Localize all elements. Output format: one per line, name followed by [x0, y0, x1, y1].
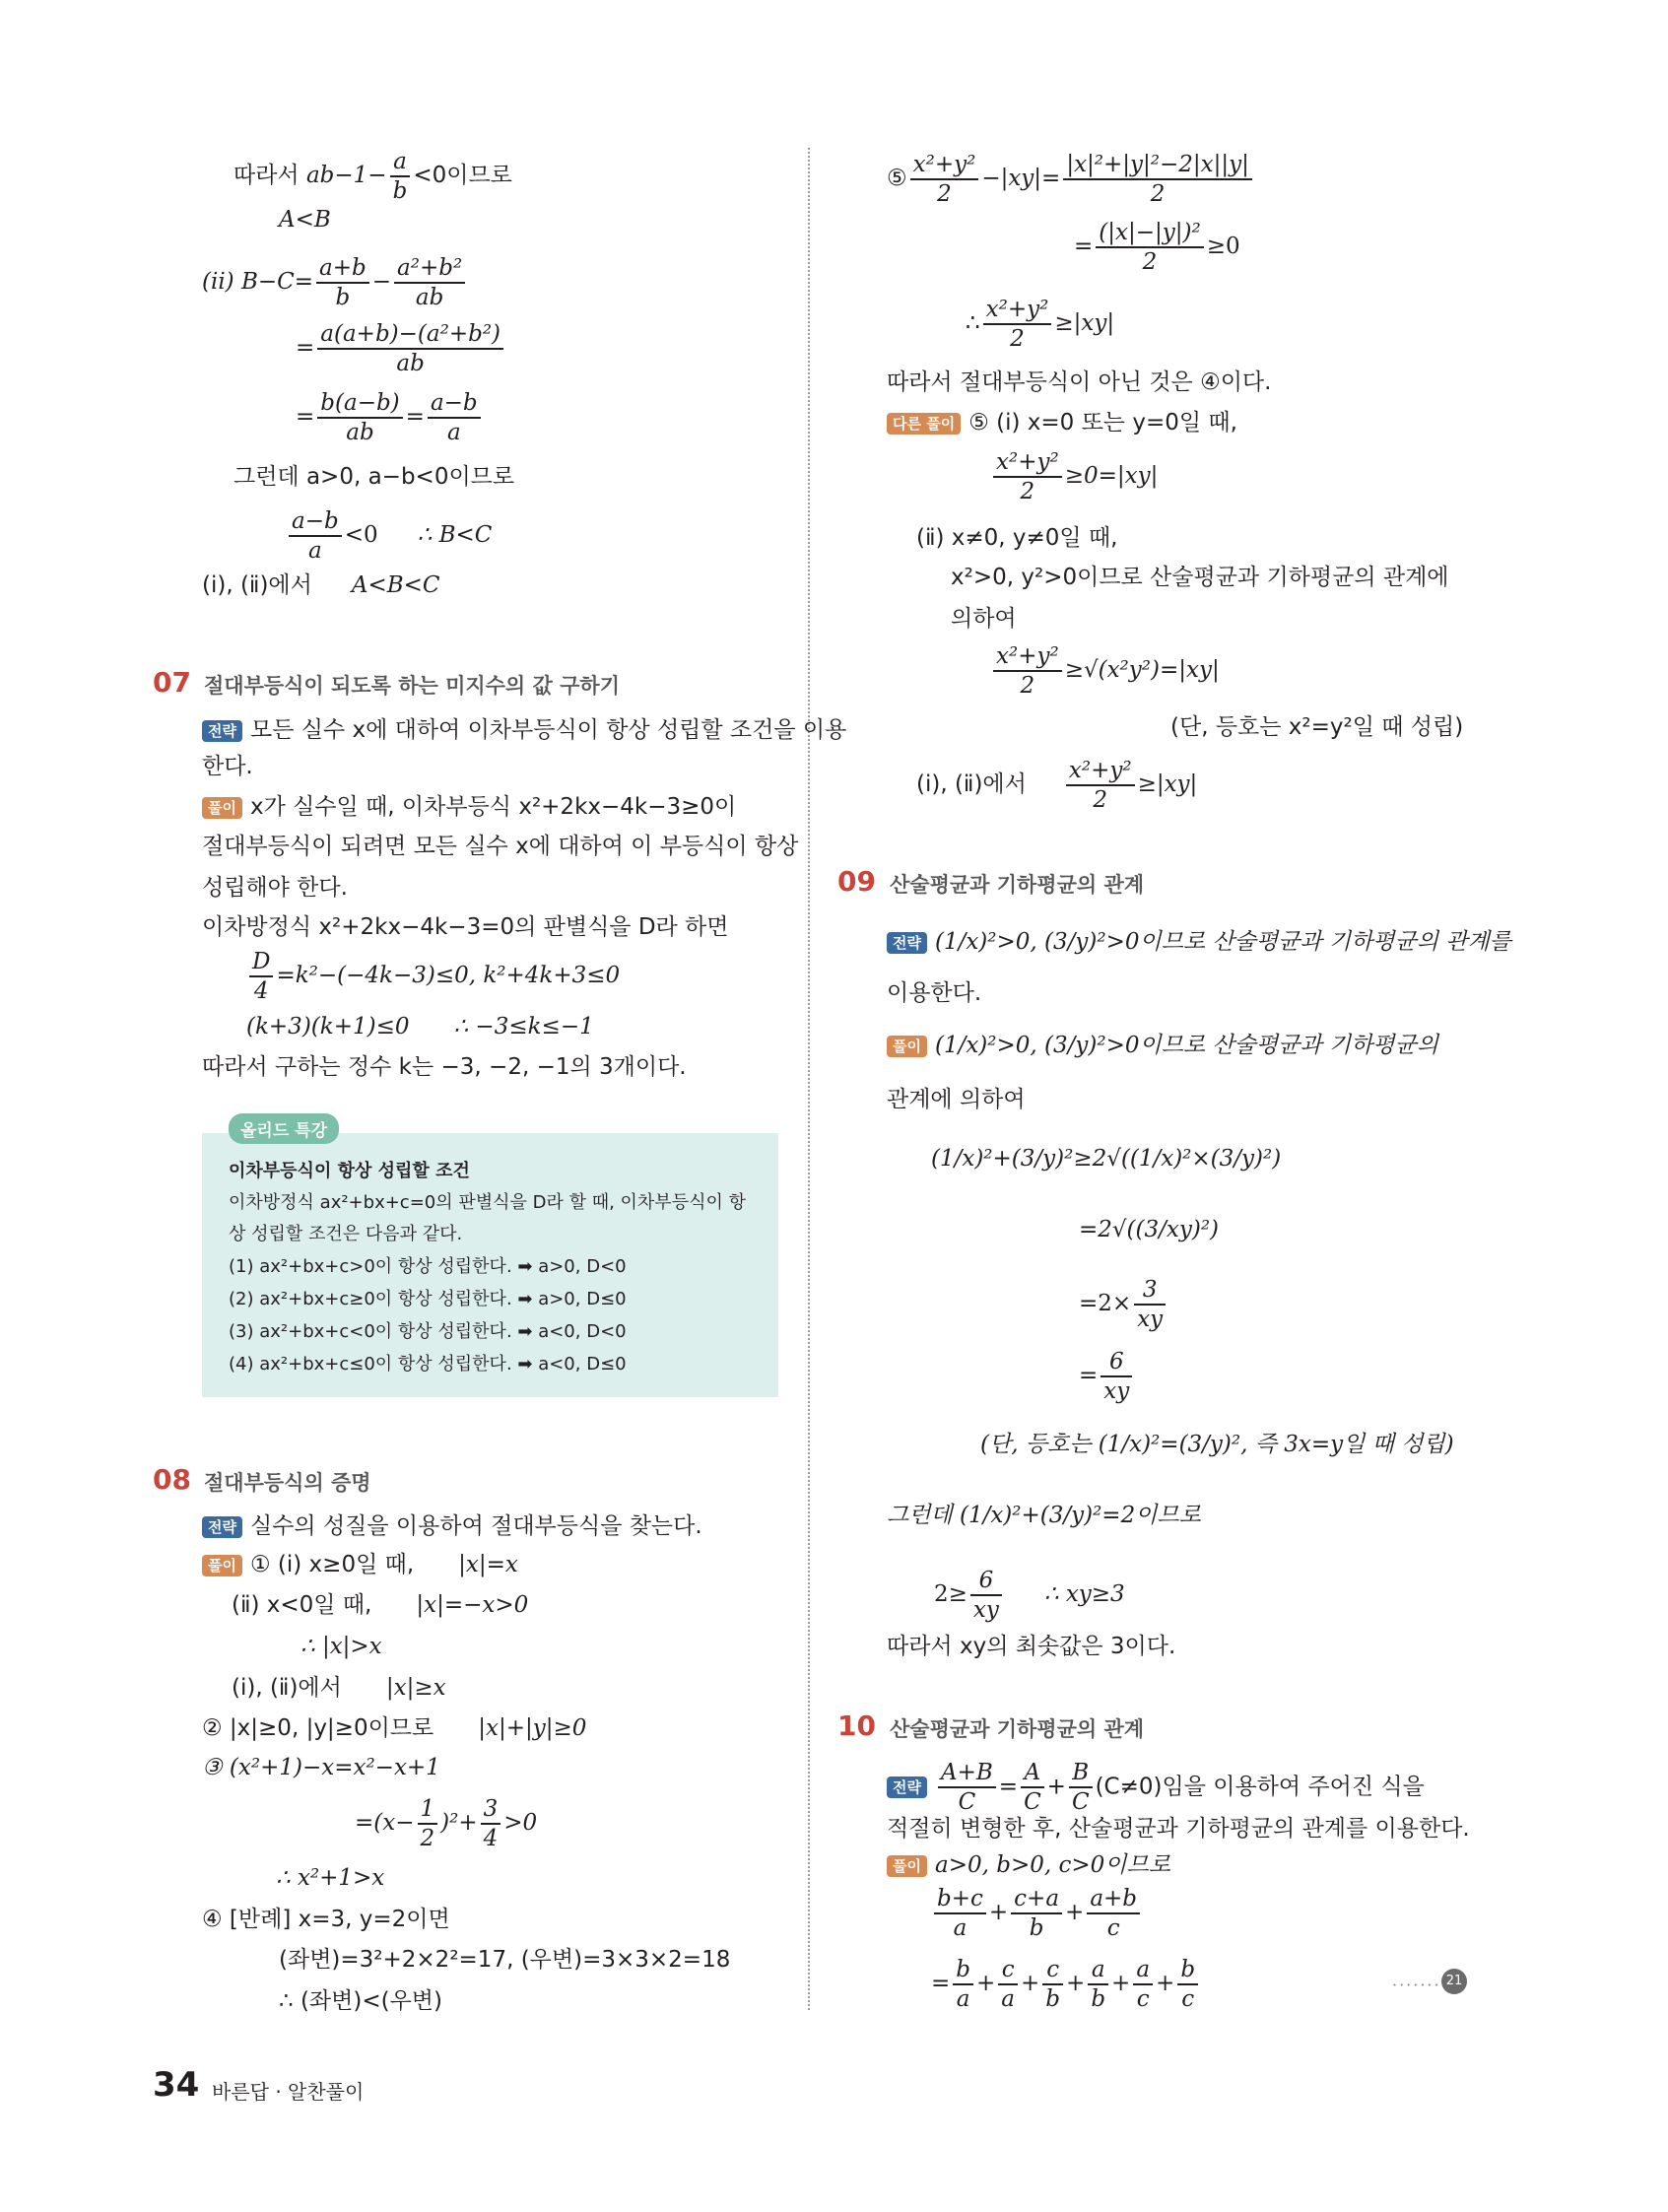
fraction: $\frac{b}{c}$: [1177, 1956, 1198, 2013]
fraction: $\frac{c}{a}$: [998, 1956, 1018, 2013]
line: =(x− $\frac{1}{2}$ )²+ $\frac{3}{4}$ >0: [355, 1796, 538, 1851]
reference-number: 21: [1441, 1969, 1467, 1994]
line: ∴ x²+1>x: [276, 1865, 385, 1891]
section-number: 09: [837, 865, 876, 898]
solution-line: 풀이 (1/x)²>0, (3/y)²>0이므로 산술평균과 기하평균의: [887, 1030, 1438, 1061]
section-title: 산술평균과 기하평균의 관계: [890, 873, 1145, 897]
line: $\frac{\text{x²+y²}}{2}$ ≥0=|xy|: [990, 448, 1158, 505]
line: x²>0, y²>0이므로 산술평균과 기하평균의 관계에: [951, 565, 1449, 590]
section-number: 08: [153, 1463, 191, 1496]
line: = $\frac{b(a-b)}{ab}$ = $\frac{a-b}{a}$: [296, 389, 484, 446]
fraction: $\frac{b+c}{a}$: [934, 1885, 986, 1942]
line: 그런데 a>0, a−b<0이므로: [234, 464, 515, 490]
line: 이차방정식 x²+2kx−4k−3=0의 판별식을 D라 하면: [202, 914, 729, 940]
tip-label: 올리드 특강: [229, 1113, 339, 1144]
equation: (1/x)²+(3/y)²≥2√((1/x)²×(3/y)²): [931, 1146, 1282, 1172]
fraction: $\frac{c+a}{b}$: [1011, 1885, 1062, 1942]
equation: =2× $\frac{3}{xy}$: [1079, 1276, 1168, 1333]
line: 절대부등식이 되려면 모든 실수 x에 대하여 이 부등식이 항상: [202, 834, 799, 859]
solution-badge: 풀이: [887, 1855, 927, 1877]
line: 2≥ $\frac{6}{xy}$ ∴ xy≥3: [934, 1568, 1125, 1623]
solution-badge: 풀이: [202, 797, 242, 819]
line: (ⅱ) x≠0, y≠0일 때,: [916, 525, 1118, 551]
line: = $\frac{\text{a(a+b)−(a²+b²)}}{ab}$: [296, 320, 506, 377]
line: (k+3)(k+1)≤0 ∴ −3≤k≤−1: [246, 1014, 594, 1039]
line: (단, 등호는 x²=y²일 때 성립): [1170, 714, 1464, 740]
line: 성립해야 한다.: [202, 875, 348, 901]
strategy-line: 전략 (1/x)²>0, (3/y)²>0이므로 산술평균과 기하평균의 관계를: [887, 926, 1511, 958]
tip-title: 이차부등식이 항상 성립할 조건: [229, 1161, 470, 1181]
strategy-line: 전략 실수의 성질을 이용하여 절대부등식을 찾는다.: [202, 1510, 702, 1542]
tip-item: (4) ax²+bx+c≤0이 항상 성립한다. ➡ a<0, D≤0: [229, 1354, 627, 1374]
line: = $\frac{\text{(|x|−|y|)²}}{2}$ ≥0: [1074, 220, 1240, 275]
strategy-badge: 전략: [887, 1776, 927, 1798]
section-title: 절대부등식이 되도록 하는 미지수의 값 구하기: [204, 674, 620, 698]
tip-line: 이차방정식 ax²+bx+c=0의 판별식을 D라 할 때, 이차부등식이 항: [229, 1192, 746, 1213]
line: (좌변)=3²+2×2²=17, (우변)=3×3×2=18: [279, 1947, 731, 1973]
line: ∴ (좌변)<(우변): [279, 1988, 442, 2014]
section-number: 07: [153, 666, 191, 699]
strategy-line: 전략 모든 실수 x에 대하여 이차부등식이 항상 성립할 조건을 이용: [202, 714, 846, 746]
tip-item: (3) ax²+bx+c<0이 항상 성립한다. ➡ a<0, D<0: [229, 1321, 627, 1342]
line: $\frac{D}{4}$ =k²−(−4k−3)≤0, k²+4k+3≤0: [246, 948, 620, 1005]
line: (단, 등호는 (1/x)²=(3/y)², 즉 3x=y일 때 성립): [980, 1432, 1454, 1457]
line: ③ (x²+1)−x=x²−x+1: [202, 1755, 440, 1780]
tip-item: (2) ax²+bx+c≥0이 항상 성립한다. ➡ a>0, D≤0: [229, 1289, 627, 1309]
line: (ⅰ), (ⅱ)에서 A<B<C: [202, 572, 440, 598]
fraction: $\frac{b}{a}$: [953, 1956, 973, 2013]
equation: $\frac{b+c}{a}$ + $\frac{c+a}{b}$ + $\frac{a+b}{c}$: [931, 1885, 1143, 1942]
line: ∴ $\frac{\text{x²+y²}}{2}$ ≥|xy|: [966, 297, 1115, 352]
fraction: $\frac{c}{b}$: [1042, 1956, 1063, 2013]
tip-item: (1) ax²+bx+c>0이 항상 성립한다. ➡ a>0, D<0: [229, 1256, 627, 1277]
equation: = $\frac{b}{a}$ + $\frac{c}{a}$ + $\frac{c}{b}$ + $\frac{a}{b}$ + $\frac{a}{c}$ + $\frac{b}{c}$: [931, 1956, 1201, 2013]
line: ⑤ $\frac{\text{x²+y²}}{2}$ −|xy|= $\frac{\text{|x|²+|y|²−2|x||y|}}{2}$: [887, 151, 1255, 208]
solution-line: 풀이 a>0, b>0, c>0이므로: [887, 1849, 1170, 1881]
section-number: 10: [837, 1709, 876, 1742]
line: 따라서 구하는 정수 k는 −3, −2, −1의 3개이다.: [202, 1054, 687, 1080]
section-title: 산술평균과 기하평균의 관계: [890, 1717, 1145, 1741]
line: 이용한다.: [887, 980, 982, 1006]
line: 따라서 xy의 최솟값은 3이다.: [887, 1634, 1176, 1659]
line: (ⅰ), (ⅱ)에서 $\frac{\text{x²+y²}}{2}$ ≥|xy|: [916, 758, 1198, 813]
line: 한다.: [202, 754, 253, 779]
solution-line: 풀이 x가 실수일 때, 이차부등식 x²+2kx−4k−3≥0이: [202, 791, 736, 823]
line: (ⅰ), (ⅱ)에서 |x|≥x: [232, 1675, 446, 1701]
fraction: $\frac{a}{b}$: [1088, 1956, 1108, 2013]
line: $\frac{a-b}{a}$ <0 ∴ B<C: [286, 507, 492, 565]
equation: =2√((3/xy)²): [1079, 1217, 1220, 1242]
equation: = $\frac{6}{xy}$: [1079, 1348, 1135, 1405]
page-number: 34: [153, 2065, 200, 2105]
line: $\frac{\text{x²+y²}}{2}$ ≥√(x²y²)=|xy|: [990, 642, 1220, 700]
fraction: $\frac{a}{c}$: [1133, 1956, 1153, 2013]
tip-line: 상 성립할 조건은 다음과 같다.: [229, 1224, 463, 1244]
line: (ⅱ) B−C= $\frac{a+b}{b}$ − $\frac{\text{a²+b²}}{ab}$: [202, 254, 468, 311]
alt-solution-line: 다른 풀이 ⑤ (ⅰ) x=0 또는 y=0일 때,: [887, 407, 1237, 438]
line: 그런데 (1/x)²+(3/y)²=2이므로: [887, 1503, 1201, 1528]
line: 관계에 의하여: [887, 1087, 1026, 1112]
line: 따라서 절대부등식이 아닌 것은 ④이다.: [887, 369, 1272, 395]
footer-label: 바른답 · 알찬풀이: [212, 2080, 365, 2104]
strategy-badge: 전략: [887, 932, 927, 954]
solution-badge: 풀이: [887, 1036, 927, 1057]
line: ④ [반례] x=3, y=2이면: [202, 1907, 450, 1932]
column-divider: [808, 148, 810, 2010]
line: 적절히 변형한 후, 산술평균과 기하평균의 관계를 이용한다.: [887, 1816, 1470, 1842]
strategy-badge: 전략: [202, 1516, 242, 1538]
reference-dots: ·······: [1392, 1976, 1441, 1994]
line: 의하여: [951, 606, 1017, 632]
alt-solution-badge: 다른 풀이: [887, 413, 961, 435]
solution-line: 풀이 ① (ⅰ) x≥0일 때, |x|=x: [202, 1549, 518, 1580]
strategy-badge: 전략: [202, 720, 242, 742]
fraction: $\frac{a+b}{c}$: [1087, 1885, 1140, 1942]
solution-badge: 풀이: [202, 1555, 242, 1576]
line: 따라서 ab−1− $\frac{a}{b}$ <0이므로: [234, 149, 512, 204]
line: (ⅱ) x<0일 때, |x|=−x>0: [232, 1592, 529, 1618]
line: A<B: [279, 207, 331, 233]
strategy-line: 전략 $\frac{A+B}{C}$ = $\frac{A}{C}$ + $\frac{B}{C}$ (C≠0)임을 이용하여 주어진 식을: [887, 1759, 1425, 1816]
line: ∴ |x|>x: [300, 1634, 382, 1659]
line: ② |x|≥0, |y|≥0이므로 |x|+|y|≥0: [202, 1715, 587, 1741]
section-title: 절대부등식의 증명: [204, 1471, 371, 1495]
